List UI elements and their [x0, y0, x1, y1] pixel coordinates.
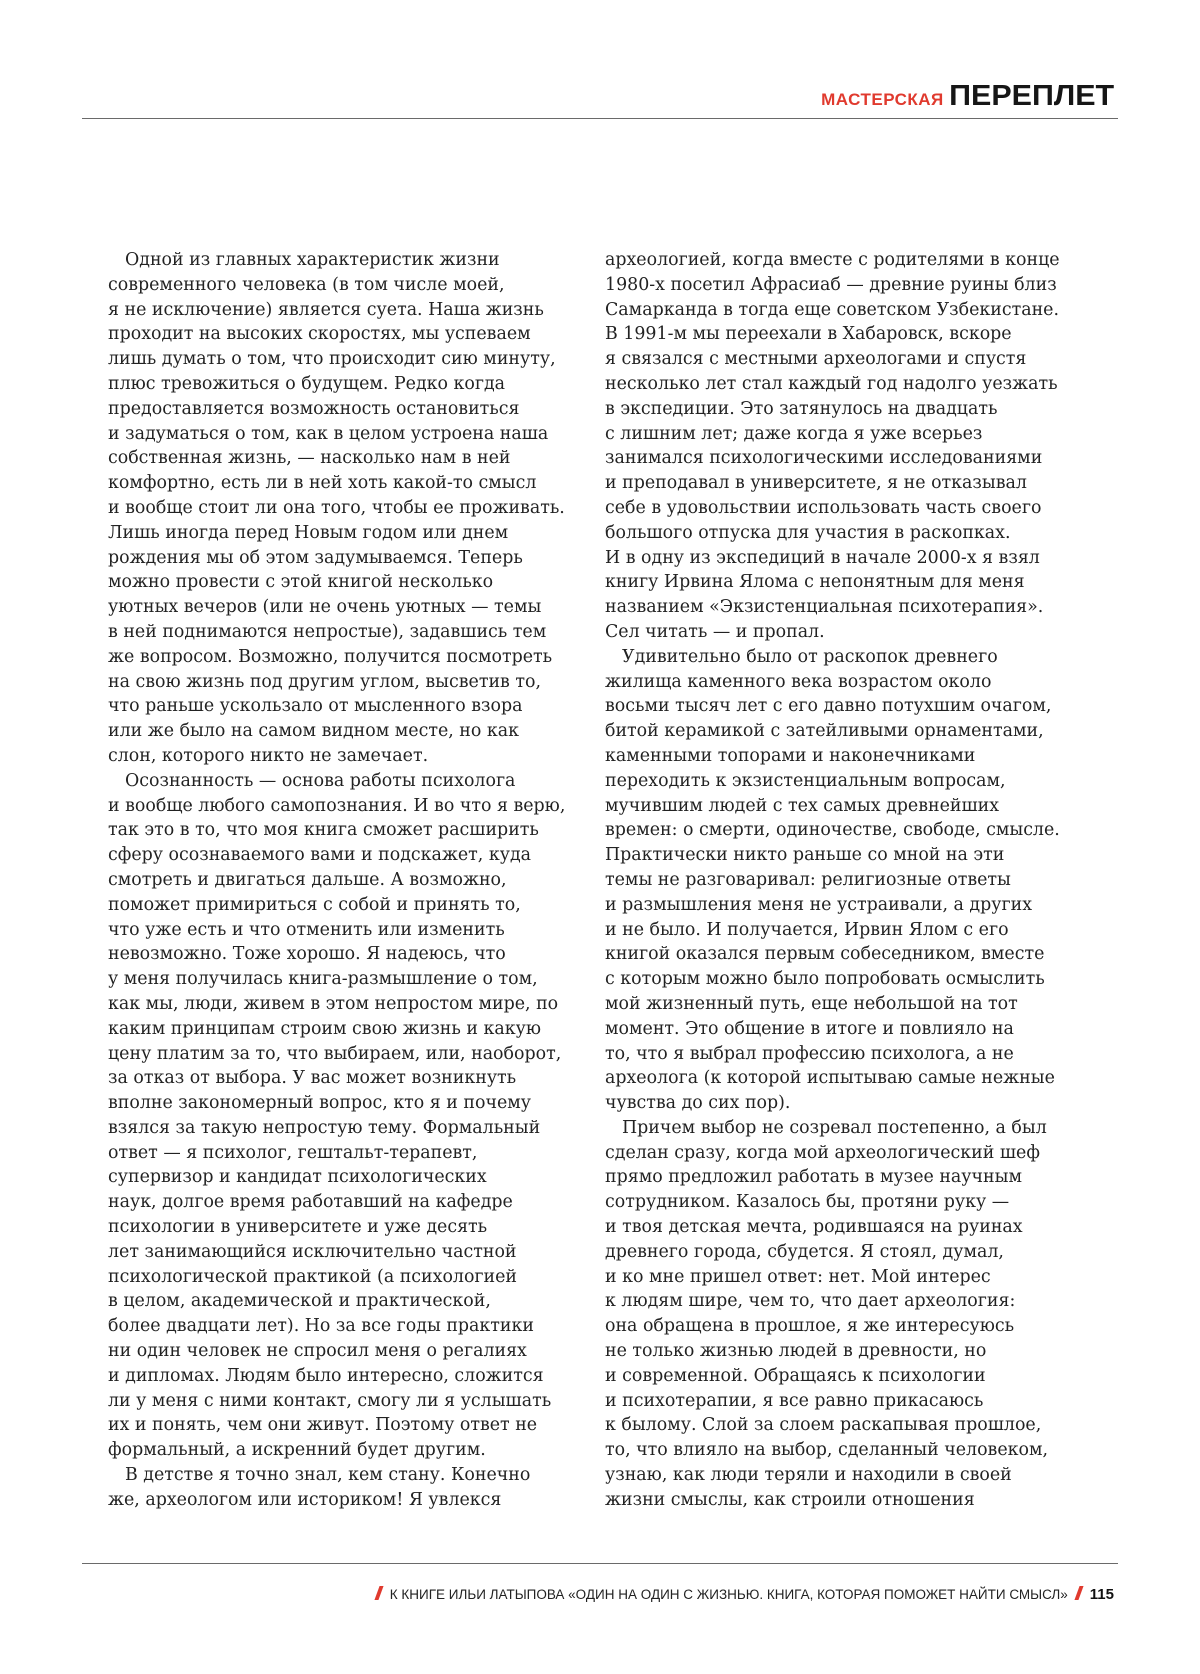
text-column-left — [108, 248, 588, 1513]
paragraph: Одной из главных характеристик жизни современного человека (в том числе моей, я не исключение) является суета. Наша жизнь проходит на высоких скоростях, мы успеваем лишь думать о том, что происходит сию минуту, плюс тревожиться о будущем. Редко когда предоставляется возможность остановиться и задуматься о том, как в целом устроена наша собственная жизнь, — насколько нам в ней комфортно, есть ли в ней хоть какой-то смысл и вообще стоит ли она того, чтобы ее проживать. Лишь иногда перед Новым годом или днем рождения мы об этом задумываемся. Теперь можно провести с этой книгой несколько уютных вечеров (или не очень уютных — темы в ней поднимаются непростые), задавшись тем же вопросом. Возможно, получится посмотреть на свою жизнь под другим углом, высветив то, что раньше ускользало от мысленного взора или же было на самом видном месте, но как слон, которого никто не замечает. — [108, 248, 588, 769]
paragraph: Причем выбор не созревал постепенно, а был сделан сразу, когда мой археологический шеф прямо предложил работать в музее научным сотрудником. Казалось бы, протяни руку — и твоя детская мечта, родившаяся на руинах древнего города, сбудется. Я стоял, думал, и ко мне пришел ответ: нет. Мой интерес к людям шире, чем то, что дает археология: она обращена в прошлое, я же интересуюсь не только жизнью людей в древности, но и современной. Обращаясь к психологии и психотерапии, я все равно прикасаюсь к былому. Слой за слоем раскапывая прошлое, то, что влияло на выбор, сделанный человеком, узнаю, как люди теряли и находили в своей жизни смыслы, как строили отношения — [605, 1116, 1085, 1513]
running-footer-title: К КНИГЕ ИЛЬИ ЛАТЫПОВА «ОДИН НА ОДИН С ЖИЗНЬЮ. КНИГА, КОТОРАЯ ПОМОЖЕТ НАЙТИ СМЫСЛ» — [390, 1587, 1068, 1602]
page-number: 115 — [1090, 1586, 1114, 1603]
paragraph: Удивительно было от раскопок древнего жилища каменного века возрастом около восьми тысяч лет с его давно потухшим очагом, битой керамикой с затейливыми орнаментами, каменными топорами и наконечниками переходить к экзистенциальным вопросам, мучившим людей с тех самых древнейших времен: о смерти, одиночестве, свободе, смысле. Практически никто раньше со мной на эти темы не разговаривал: религиозные ответы и размышления меня не устраивали, а других и не было. И получается, Ирвин Ялом с его книгой оказался первым собеседником, вместе с которым можно было попробовать осмыслить мой жизненный путь, еще небольшой на тот момент. Это общение в итоге и повлияло на то, что я выбрал профессию психолога, а не археолога (к которой испытываю самые нежные чувства до сих пор). — [605, 645, 1085, 1116]
slash-marker-icon — [1074, 1586, 1083, 1600]
page-header — [82, 80, 1114, 120]
paragraph: В детстве я точно знал, кем стану. Конечно же, археологом или историком! Я увлекся — [108, 1463, 588, 1513]
text-column-right — [605, 248, 1085, 1513]
paragraph-continued: археологией, когда вместе с родителями в конце 1980-х посетил Афрасиаб — древние руины близ Самарканда в тогда еще советском Узбекистане. В 1991-м мы переехали в Хабаровск, вскоре я связался с местными археологами и спустя несколько лет стал каждый год надолго уезжать в экспедиции. Это затянулось на двадцать с лишним лет; даже когда я уже всерьез занимался психологическими исследованиями и преподавал в университете, я не отказывал себе в удовольствии использовать часть своего большого отпуска для участия в раскопках. И в одну из экспедиций в начале 2000-х я взял книгу Ирвина Ялома с непонятным для меня названием «Экзистенциальная психотерапия». Сел читать — и пропал. — [605, 248, 1085, 645]
footer-divider — [82, 1563, 1118, 1564]
header-divider — [82, 118, 1118, 119]
page-footer — [82, 1586, 1114, 1604]
paragraph: Осознанность — основа работы психолога и вообще любого самопознания. И во что я верю, так это в то, что моя книга сможет расширить сферу осознаваемого вами и подскажет, куда смотреть и двигаться дальше. А возможно, поможет примириться с собой и принять то, что уже есть и что отменить или изменить невозможно. Тоже хорошо. Я надеюсь, что у меня получилась книга-размышление о том, как мы, люди, живем в этом непростом мире, по каким принципам строим свою жизнь и какую цену платим за то, что выбираем, или, наоборот, за отказ от выбора. У вас может возникнуть вполне закономерный вопрос, кто я и почему взялся за такую непростую тему. Формальный ответ — я психолог, гештальт-терапевт, супервизор и кандидат психологических наук, долгое время работавший на кафедре психологии в университете и уже десять лет занимающийся исключительно частной психологической практикой (а психологией в целом, академической и практической, более двадцати лет). Но за все годы практики ни один человек не спросил меня о регалиях и дипломах. Людям было интересно, сложится ли у меня с ними контакт, смогу ли я услышать их и понять, чем они живут. Поэтому ответ не формальный, а искренний будет другим. — [108, 769, 588, 1463]
section-label: МАСТЕРСКАЯ — [821, 90, 944, 109]
slash-marker-icon — [374, 1586, 383, 1600]
section-title: ПЕРЕПЛЕТ — [949, 80, 1114, 113]
